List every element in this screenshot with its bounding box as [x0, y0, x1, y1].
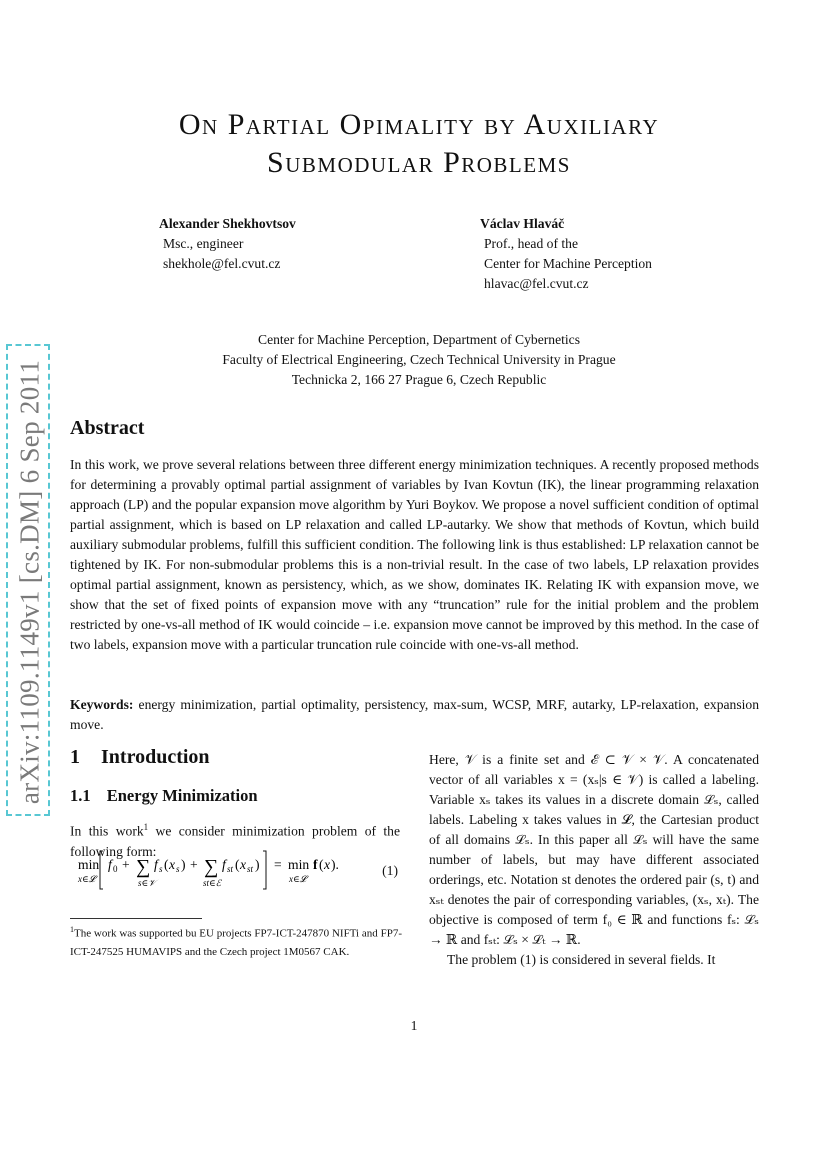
svg-text:st∈ℰ: st∈ℰ [203, 878, 222, 888]
svg-text:min: min [288, 857, 310, 872]
author-position: Prof., head of the [484, 236, 578, 251]
intro-text: we consider minimization problem of the following form: [70, 823, 401, 859]
svg-text:x: x [324, 857, 331, 872]
affiliation-line: Technicka 2, 166 27 Prague 6, Czech Republic [291, 372, 547, 387]
svg-text:x: x [240, 857, 247, 872]
intro-text: In this work [70, 823, 144, 839]
svg-text:(: ( [164, 857, 169, 872]
svg-text:): ) [181, 857, 186, 872]
page-number: 1 [410, 1018, 418, 1033]
section-number: 1 [70, 746, 80, 768]
affiliation [60, 330, 778, 390]
svg-text:∑: ∑ [204, 856, 219, 878]
svg-text:(: ( [235, 857, 240, 872]
svg-text:x∈𝓛: x∈𝓛 [289, 874, 307, 884]
svg-text:∑: ∑ [136, 856, 151, 878]
svg-text:).: ). [331, 857, 339, 872]
svg-text:min: min [78, 857, 100, 872]
svg-text:0: 0 [113, 864, 118, 874]
author-email: shekhole@fel.cvut.cz [163, 256, 281, 271]
svg-text:): ) [255, 857, 260, 872]
affiliation-line: Faculty of Electrical Engineering, Czech Technical University in Prague [222, 352, 616, 367]
title-line-1: On Partial Opimality by Auxiliary [178, 108, 660, 141]
footnote-text: The work was supported bu EU projects FP7-ICT-247870 NIFTi and FP7-ICT-247525 HUMAVIPS and the Czech project 1M0567 CAK. [70, 927, 402, 958]
svg-text:st: st [247, 864, 254, 874]
footnote-rule [70, 918, 202, 919]
subsection-title: Energy Minimization [106, 786, 258, 805]
svg-text:f: f [108, 857, 112, 872]
affiliation-line: Center for Machine Perception, Department of Cybernetics [258, 332, 580, 347]
right-col-paragraph-1: Here, 𝒱 is a finite set and ℰ ⊂ 𝒱 × 𝒱. A concatenated vector of all variables x = (xₛ|s ∈ 𝒱) is called a labeling. Variable xₛ takes its values in a discrete domain ℒₛ, called labels. Labeling x takes values in 𝓛, the Cartesian product of all domains ℒₛ. In this paper all ℒₛ will have the same number of labels, but may have different associated orderings, etc. Notation st denotes the ordered pair (s, t) and xₛₜ denotes the pair of corresponding variables, (xₛ, xₜ). The objective is composed of term f₀ ∈ ℝ and functions fₛ: ℒₛ → ℝ and fₛₜ: ℒₛ × ℒₜ → ℝ. [429, 752, 759, 947]
footnote [70, 921, 402, 961]
right-col-paragraph-2: The problem (1) is considered in several fields. It [447, 952, 716, 967]
section-title: Introduction [101, 746, 210, 768]
footnote-mark: 1 [70, 925, 74, 934]
equation-number: (1) [382, 863, 398, 878]
svg-text:s: s [159, 864, 163, 874]
svg-text:s∈𝒱: s∈𝒱 [138, 878, 156, 888]
svg-text:+: + [190, 857, 198, 872]
svg-text:=: = [274, 857, 282, 872]
svg-text:x: x [169, 857, 176, 872]
svg-text:f: f [222, 857, 226, 872]
svg-text:s: s [176, 864, 180, 874]
svg-text:(: ( [319, 857, 324, 872]
abstract-heading: Abstract [70, 417, 145, 439]
footnote-ref: 1 [143, 822, 149, 832]
right-column [429, 750, 759, 970]
equation-graphic [70, 845, 380, 905]
keywords [70, 695, 759, 735]
keywords-text: energy minimization, partial optimality, persistency, max-sum, WCSP, MRF, autarky, LP-relaxation, expansion move. [70, 697, 759, 732]
author-name: Václav Hlaváč [480, 216, 565, 231]
section-heading [70, 746, 210, 769]
author-position: Msc., engineer [163, 236, 244, 251]
author-1 [159, 214, 296, 274]
subsection-heading [70, 786, 258, 806]
svg-text:+: + [122, 857, 130, 872]
equation-1 [70, 845, 400, 905]
arxiv-identifier: arXiv:1109.1149v1 [cs.DM] 6 Sep 2011 [14, 359, 45, 805]
author-department: Center for Machine Perception [484, 256, 652, 271]
author-name: Alexander Shekhovtsov [159, 216, 296, 231]
title-line-2: Submodular Problems [267, 146, 571, 179]
svg-text:x∈𝓛: x∈𝓛 [78, 874, 96, 884]
arxiv-stamp [6, 344, 50, 816]
author-email: hlavac@fel.cvut.cz [484, 276, 589, 291]
author-2 [480, 214, 652, 294]
abstract-text: In this work, we prove several relations between three different energy minimization techniques. A recently proposed methods for determining a provably optimal partial assignment of variables by Ivan Kovtun (IK), the linear programming relaxation approach (LP) and the popular expansion move algorithm by Yuri Boykov. We propose a novel sufficient condition of optimal partial assignment, which is based on LP relaxation and called LP-autarky. We show that methods of Kovtun, which build auxiliary submodular problems, fulfill this sufficient condition. The following link is thus established: LP relaxation cannot be tightened by IK. For non-submodular problems this is a non-trivial result. In the case of two labels, LP relaxation provides optimal partial assignment, known as persistency, which, as we show, dominates IK. Relating IK with expansion move, we show that the set of fixed points of expansion move with any “truncation” rule for the initial problem and the problem restricted by one-vs-all method of IK would coincide – i.e. expansion move cannot be improved by this method. In the case of two labels, expansion move with a particular truncation rule coincide with one-vs-all method. [70, 457, 759, 652]
subsection-number: 1.1 [70, 786, 91, 805]
svg-text:f: f [313, 857, 318, 872]
paper-title [60, 106, 778, 182]
svg-text:f: f [154, 857, 158, 872]
svg-text:st: st [227, 864, 234, 874]
keywords-label: Keywords: [70, 697, 134, 712]
